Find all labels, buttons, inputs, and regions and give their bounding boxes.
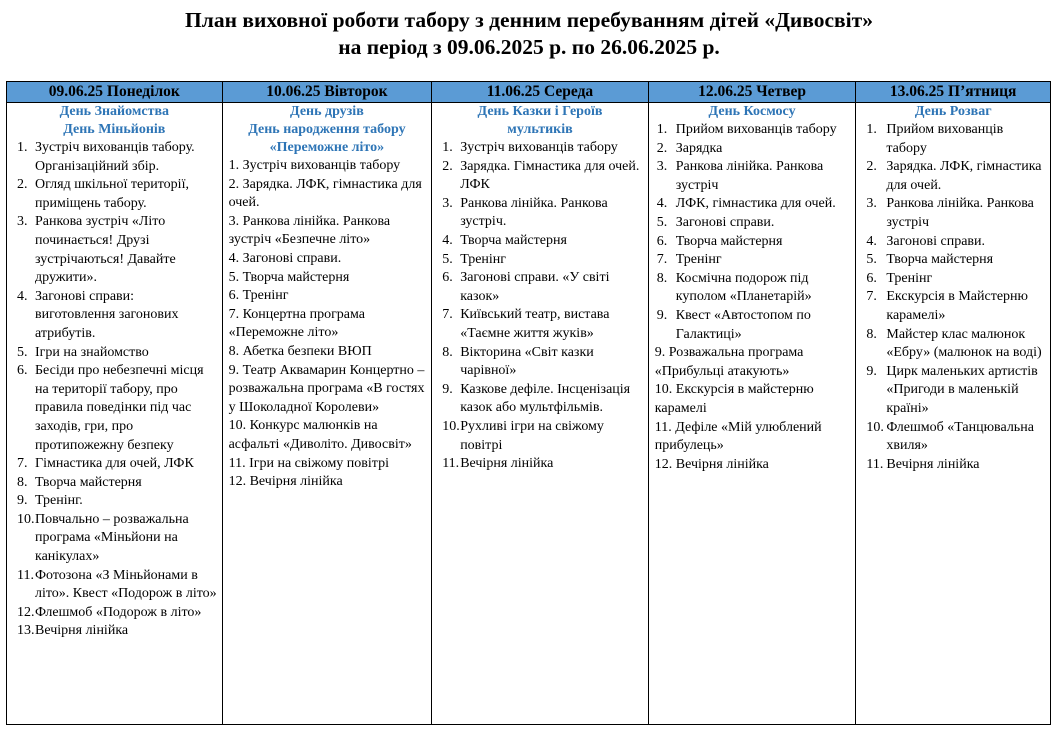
- item-number: 11.: [866, 456, 884, 472]
- item-number: 2.: [228, 176, 240, 192]
- item-text: Зустріч вихованців табору: [460, 140, 618, 155]
- activity-item: [649, 214, 856, 233]
- column-thursday: [649, 82, 857, 724]
- item-number: 10.: [442, 418, 460, 434]
- item-number: 5.: [228, 269, 240, 285]
- day-theme: День друзів: [290, 104, 364, 119]
- item-text: Тренінг: [675, 252, 722, 268]
- day-header: 10.06.25 Вівторок: [223, 82, 432, 103]
- item-text: Повчально – розважальна програма «Міньйони на канікулах»: [35, 511, 189, 565]
- item-text: Рухливі ігри на свіжому повітрі: [460, 418, 604, 453]
- activity-item: [223, 176, 432, 213]
- activity-list: [649, 121, 856, 474]
- item-number: 7.: [656, 252, 668, 268]
- activity-item: [7, 604, 222, 623]
- item-number: 10.: [866, 419, 884, 435]
- item-number: 9.: [654, 345, 666, 361]
- item-text: Театр Аквамарин Концертно – розважальна програма «В гостях у Шоколадної Королеви»: [228, 362, 425, 415]
- item-number: 9.: [17, 493, 28, 509]
- item-number: 12.: [228, 474, 247, 490]
- item-text: Творча майстерня: [886, 252, 994, 268]
- item-number: 9.: [656, 307, 668, 323]
- item-number: 1.: [442, 140, 453, 155]
- activity-item: [649, 419, 856, 456]
- activity-item: [223, 269, 432, 288]
- item-number: 8.: [17, 474, 28, 490]
- activity-item: [856, 288, 1050, 325]
- item-text: Загонові справи.: [242, 250, 342, 266]
- item-number: 1.: [17, 140, 28, 155]
- item-text: Творча майстерня: [675, 233, 783, 249]
- item-text: ЛФК, гімнастика для очей.: [675, 196, 836, 212]
- item-number: 8.: [866, 326, 877, 342]
- item-text: Вечірня лінійка: [249, 474, 343, 490]
- item-number: 7.: [228, 306, 240, 322]
- day-header: 09.06.25 Понеділок: [7, 82, 222, 103]
- item-text: Гімнастика для очей, ЛФК: [35, 456, 194, 472]
- item-number: 4.: [17, 288, 28, 304]
- item-text: Загонові справи.: [675, 214, 775, 230]
- item-text: Творча майстерня: [242, 269, 350, 285]
- day-theme: «Переможне літо»: [269, 140, 385, 155]
- activity-item: [7, 474, 222, 493]
- activity-item: [7, 622, 222, 641]
- activity-item: [649, 307, 856, 344]
- item-text: Тренінг: [460, 251, 507, 267]
- activity-item: [432, 269, 648, 306]
- item-number: 10.: [17, 511, 35, 527]
- activity-item: [856, 233, 1050, 252]
- title-line-1: План виховної роботи табору з денним перебуванням дітей «Дивосвіт»: [185, 8, 873, 32]
- item-number: 13.: [17, 623, 35, 639]
- document-title: [0, 7, 1058, 61]
- item-number: 4.: [656, 196, 668, 212]
- item-number: 5.: [442, 251, 453, 267]
- item-text: Тренінг: [886, 270, 933, 286]
- item-number: 6.: [17, 363, 28, 379]
- item-number: 1.: [228, 158, 240, 173]
- item-number: 3.: [866, 196, 877, 212]
- activity-item: [432, 195, 648, 232]
- activity-item: [7, 139, 222, 176]
- activity-item: [649, 456, 856, 475]
- item-number: 9.: [866, 363, 877, 379]
- item-number: 11.: [17, 567, 34, 583]
- item-text: Загонові справи.: [886, 233, 986, 249]
- activity-item: [649, 381, 856, 418]
- activity-item: [432, 381, 648, 418]
- item-text: Казкове дефіле. Інсценізація казок або мультфільмів.: [460, 381, 631, 416]
- day-theme: День Розваг: [914, 104, 992, 119]
- item-number: 9.: [228, 362, 240, 378]
- activity-item: [223, 213, 432, 250]
- item-text: Творча майстерня: [460, 232, 567, 248]
- item-text: Зарядка. Гімнастика для очей. ЛФК: [460, 158, 640, 193]
- item-number: 2.: [866, 159, 877, 175]
- item-text: Флешмоб «Подорож в літо»: [35, 604, 202, 620]
- item-text: Ранкова зустріч «Літо починається! Друзі зустрічаються! Давайте дружити».: [35, 214, 176, 286]
- item-text: Ранкова лінійка. Ранкова зустріч: [886, 196, 1034, 230]
- activity-list: [223, 157, 432, 492]
- item-number: 11.: [442, 456, 460, 472]
- activity-item: [649, 121, 856, 140]
- activity-item: [223, 287, 432, 306]
- activity-list: [432, 139, 648, 474]
- item-text: Бесіди про небезпечні місця на території табору, про правила поведінки під час заходів, гри, про протипожежну безпеку: [35, 363, 204, 453]
- activity-item: [223, 250, 432, 269]
- item-text: Вечірня лінійка: [675, 456, 769, 472]
- item-number: 3.: [17, 214, 28, 230]
- item-text: Огляд шкільної території, приміщень табору.: [35, 177, 189, 211]
- activity-item: [856, 121, 1050, 158]
- item-number: 1.: [866, 122, 877, 137]
- item-number: 8.: [228, 343, 240, 359]
- item-text: Загонові справи. «У світі казок»: [460, 270, 610, 304]
- activity-item: [856, 363, 1050, 419]
- item-text: Прийом вихованців табору: [675, 122, 837, 137]
- item-number: 7.: [17, 456, 28, 472]
- item-text: Зустріч вихованців табору. Організаційний збір.: [35, 140, 195, 174]
- item-text: Зарядка. ЛФК, гімнастика для очей.: [886, 159, 1042, 193]
- item-text: Концертна програма «Переможне літо»: [228, 306, 365, 341]
- activity-item: [7, 511, 222, 567]
- item-text: Екскурсія в майстерню карамелі: [654, 382, 814, 416]
- item-text: Загонові справи: виготовлення загонових атрибутів.: [35, 288, 179, 341]
- day-theme: День Космосу: [708, 104, 796, 119]
- activity-item: [649, 270, 856, 307]
- item-number: 1.: [656, 122, 668, 137]
- item-text: Розважальна програма «Прибульці атакують»: [654, 345, 804, 379]
- item-text: Вечірня лінійка: [886, 456, 980, 472]
- activity-item: [223, 343, 432, 362]
- activity-item: [432, 306, 648, 343]
- activity-item: [649, 140, 856, 159]
- item-text: Квест «Автостопом по Галактиці»: [675, 307, 811, 342]
- item-number: 4.: [228, 250, 240, 266]
- activity-item: [649, 195, 856, 214]
- activity-item: [7, 344, 222, 363]
- item-number: 3.: [228, 213, 240, 229]
- activity-item: [223, 306, 432, 343]
- item-number: 4.: [442, 232, 453, 248]
- item-text: Вечірня лінійка: [460, 456, 554, 472]
- item-text: Ранкова лінійка. Ранкова зустріч.: [460, 195, 608, 230]
- activity-list: [856, 121, 1050, 474]
- activity-item: [223, 417, 432, 454]
- item-text: Ранкова лінійка. Ранкова зустріч: [675, 159, 824, 193]
- item-number: 7.: [866, 289, 877, 305]
- column-monday: [7, 82, 223, 724]
- item-number: 6.: [866, 270, 877, 286]
- item-text: Конкурс малюнків на асфальті «Диволіто. Дивосвіт»: [228, 418, 412, 452]
- item-number: 7.: [442, 307, 453, 323]
- activity-item: [432, 344, 648, 381]
- activity-item: [649, 251, 856, 270]
- column-wednesday: [432, 82, 649, 724]
- day-theme: День народження табору: [248, 122, 406, 137]
- item-text: Тренінг: [242, 288, 289, 304]
- activity-item: [432, 455, 648, 474]
- activity-item: [432, 158, 648, 195]
- activity-item: [7, 492, 222, 511]
- activity-item: [223, 157, 432, 176]
- item-number: 6.: [656, 233, 668, 249]
- schedule-table: [6, 81, 1051, 725]
- activity-item: [223, 362, 432, 418]
- day-header: 12.06.25 Четвер: [649, 82, 856, 103]
- item-text: Космічна подорож під куполом «Планетарій»: [675, 270, 812, 305]
- activity-item: [432, 232, 648, 251]
- item-number: 5.: [17, 344, 28, 360]
- activity-item: [856, 158, 1050, 195]
- activity-item: [432, 418, 648, 455]
- activity-item: [7, 362, 222, 455]
- item-text: Цирк маленьких артистів «Пригоди в маленькій країні»: [886, 363, 1038, 416]
- activity-item: [7, 288, 222, 344]
- activity-list: [7, 139, 222, 641]
- item-number: 11.: [654, 419, 672, 435]
- item-text: Вечірня лінійка: [35, 623, 129, 639]
- item-number: 3.: [656, 159, 668, 175]
- activity-item: [856, 195, 1050, 232]
- item-number: 9.: [442, 381, 453, 397]
- item-number: 2.: [17, 177, 28, 193]
- activity-item: [432, 139, 648, 158]
- day-theme: День Знайомства: [59, 104, 170, 119]
- item-text: Прийом вихованців табору: [886, 122, 1004, 156]
- item-number: 5.: [656, 214, 668, 230]
- item-number: 8.: [656, 270, 668, 286]
- activity-item: [649, 158, 856, 195]
- item-text: Екскурсія в Майстерню карамелі»: [886, 289, 1029, 323]
- item-text: Київський театр, вистава «Таємне життя жуків»: [460, 307, 610, 341]
- activity-item: [856, 326, 1050, 363]
- activity-item: [7, 213, 222, 287]
- activity-item: [432, 251, 648, 270]
- activity-item: [7, 567, 222, 604]
- activity-item: [856, 251, 1050, 270]
- item-number: 12.: [654, 456, 673, 472]
- item-number: 8.: [442, 344, 453, 360]
- title-line-2: на період з 09.06.2025 р. по 26.06.2025 р.: [338, 35, 720, 59]
- activity-item: [223, 473, 432, 492]
- item-text: Творча майстерня: [35, 474, 142, 490]
- item-text: Зарядка: [675, 140, 723, 156]
- activity-item: [649, 344, 856, 381]
- item-number: 4.: [866, 233, 877, 249]
- item-number: 6.: [228, 288, 240, 304]
- item-number: 2.: [656, 140, 668, 156]
- item-text: Тренінг.: [35, 493, 83, 509]
- activity-item: [649, 233, 856, 252]
- item-number: 10.: [654, 382, 673, 398]
- item-number: 5.: [866, 252, 877, 268]
- item-text: Абетка безпеки ВЮП: [242, 343, 372, 359]
- activity-item: [7, 176, 222, 213]
- activity-item: [7, 455, 222, 474]
- column-friday: [856, 82, 1050, 724]
- day-theme: мультиків: [507, 122, 573, 137]
- item-number: 11.: [228, 455, 246, 471]
- day-theme: День Міньйонів: [63, 122, 166, 137]
- item-number: 10.: [228, 418, 247, 434]
- item-text: Вікторина «Світ казки чарівної»: [460, 344, 594, 379]
- item-number: 6.: [442, 270, 453, 286]
- item-text: Зустріч вихованців табору: [242, 158, 401, 173]
- item-number: 2.: [442, 158, 453, 174]
- activity-item: [223, 455, 432, 474]
- item-text: Ранкова лінійка. Ранкова зустріч «Безпечне літо»: [228, 213, 391, 248]
- item-text: Флешмоб «Танцювальна хвиля»: [886, 419, 1034, 454]
- activity-item: [856, 419, 1050, 456]
- item-text: Дефіле «Мій улюблений прибулець»: [654, 419, 822, 454]
- item-number: 3.: [442, 195, 453, 211]
- day-header: 11.06.25 Середа: [432, 82, 648, 103]
- item-number: 12.: [17, 604, 35, 620]
- column-tuesday: [223, 82, 433, 724]
- activity-item: [856, 456, 1050, 475]
- item-text: Ігри на знайомство: [35, 344, 149, 360]
- activity-item: [856, 270, 1050, 289]
- day-theme: День Казки і Героїв: [477, 104, 603, 119]
- item-text: Зарядка. ЛФК, гімнастика для очей.: [228, 176, 422, 211]
- item-text: Ігри на свіжому повітрі: [249, 455, 389, 471]
- item-text: Майстер клас малюнок «Ебру» (малюнок на воді): [886, 326, 1042, 361]
- day-header: 13.06.25 П’ятниця: [856, 82, 1050, 103]
- item-text: Фотозона «З Міньйонами в літо». Квест «Подорож в літо»: [35, 567, 217, 602]
